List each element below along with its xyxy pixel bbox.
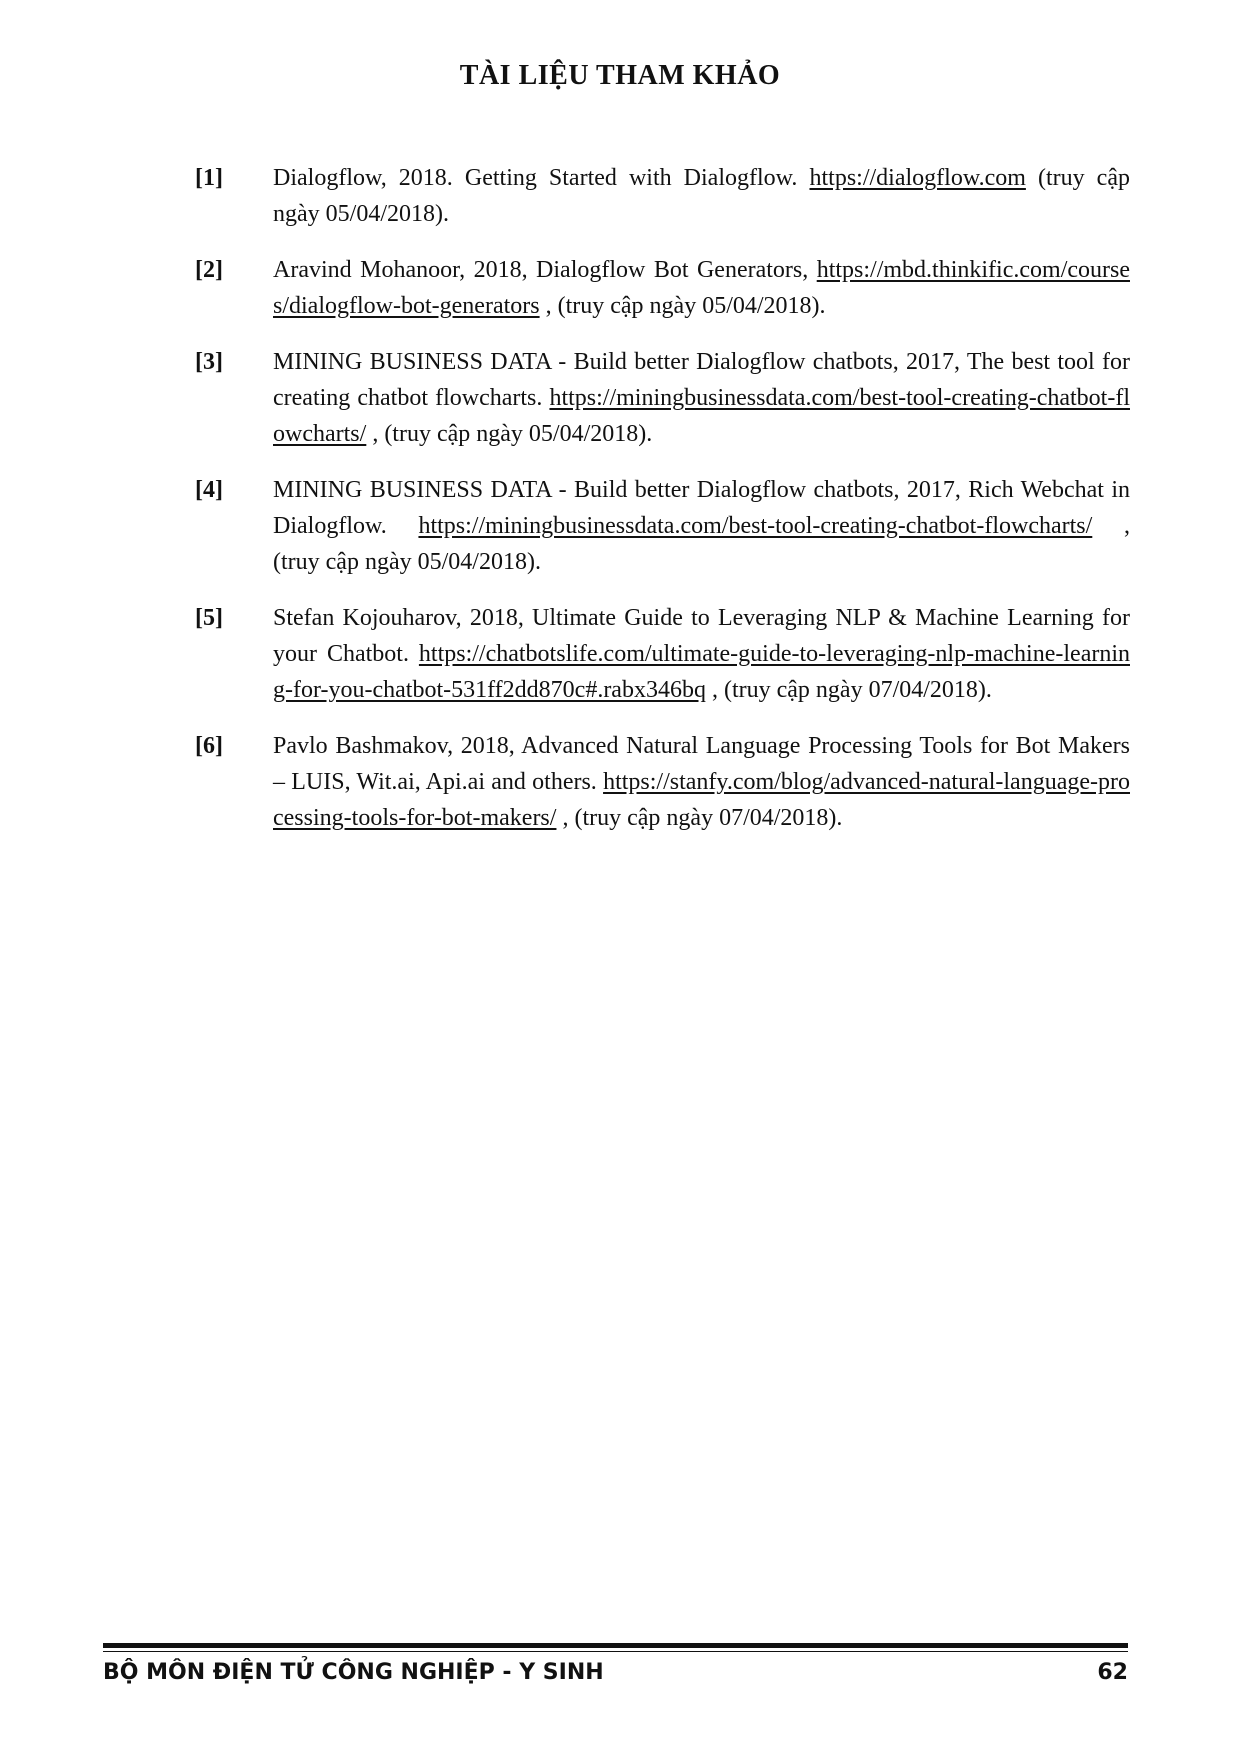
reference-number: [2]	[195, 257, 223, 283]
reference-access-date: , (truy cập ngày 05/04/2018).	[539, 293, 826, 319]
reference-number: [1]	[195, 165, 223, 191]
reference-number: [3]	[195, 349, 223, 375]
reference-citation: Dialogflow, 2018. Getting Started with Dialogflow.	[273, 165, 810, 191]
reference-text	[273, 472, 1130, 580]
reference-citation: MINING BUSINESS DATA - Build better Dialogflow chatbots, 2017, The best tool for creating chatbot flowcharts.	[273, 349, 1130, 411]
reference-link[interactable]: https://miningbusinessdata.com/best-tool-creating-chatbot-flowcharts/	[418, 513, 1093, 539]
reference-link[interactable]: https://stanfy.com/blog/advanced-natural-language-processing-tools-for-bot-makers/	[273, 769, 1130, 831]
reference-text	[273, 728, 1130, 836]
reference-link[interactable]: https://dialogflow.com	[809, 165, 1026, 191]
reference-citation: MINING BUSINESS DATA - Build better Dialogflow chatbots, 2017, Rich Webchat in Dialogflow.	[273, 477, 1130, 539]
reference-text	[273, 160, 1130, 232]
reference-number: [4]	[195, 477, 223, 503]
reference-item	[195, 600, 1130, 708]
reference-access-date: , (truy cập ngày 07/04/2018).	[705, 677, 992, 703]
reference-item	[195, 160, 1130, 232]
footer-department: BỘ MÔN ĐIỆN TỬ CÔNG NGHIỆP - Y SINH	[103, 1660, 604, 1685]
page-title: TÀI LIỆU THAM KHẢO	[459, 60, 781, 91]
reference-access-date: , (truy cập ngày 05/04/2018).	[273, 513, 1130, 575]
reference-citation: Aravind Mohanoor, 2018, Dialogflow Bot Generators,	[273, 257, 817, 283]
reference-item	[195, 344, 1130, 452]
footer-divider-thin	[103, 1651, 1128, 1652]
reference-access-date: , (truy cập ngày 07/04/2018).	[556, 805, 843, 831]
footer-divider	[103, 1643, 1128, 1648]
page-number: 62	[1097, 1660, 1128, 1685]
reference-link[interactable]: https://mbd.thinkific.com/courses/dialogflow-bot-generators	[273, 257, 1130, 319]
reference-citation: Pavlo Bashmakov, 2018, Advanced Natural Language Processing Tools for Bot Makers – LUIS, Wit.ai, Api.ai and others.	[273, 733, 1130, 795]
reference-link[interactable]: https://chatbotslife.com/ultimate-guide-to-leveraging-nlp-machine-learning-for-you-chatbot-531ff2dd870c#.rabx346bq	[273, 641, 1130, 703]
reference-access-date: , (truy cập ngày 05/04/2018).	[366, 421, 653, 447]
reference-text	[273, 252, 1130, 324]
reference-access-date: (truy cập ngày 05/04/2018).	[273, 165, 1130, 227]
reference-number: [5]	[195, 605, 223, 631]
reference-text	[273, 344, 1130, 452]
reference-list	[195, 160, 1130, 856]
reference-citation: Stefan Kojouharov, 2018, Ultimate Guide to Leveraging NLP & Machine Learning for your Chatbot.	[273, 605, 1130, 667]
reference-item	[195, 728, 1130, 836]
reference-text	[273, 600, 1130, 708]
reference-link[interactable]: https://miningbusinessdata.com/best-tool-creating-chatbot-flowcharts/	[273, 385, 1130, 447]
reference-number: [6]	[195, 733, 223, 759]
reference-item	[195, 252, 1130, 324]
reference-item	[195, 472, 1130, 580]
